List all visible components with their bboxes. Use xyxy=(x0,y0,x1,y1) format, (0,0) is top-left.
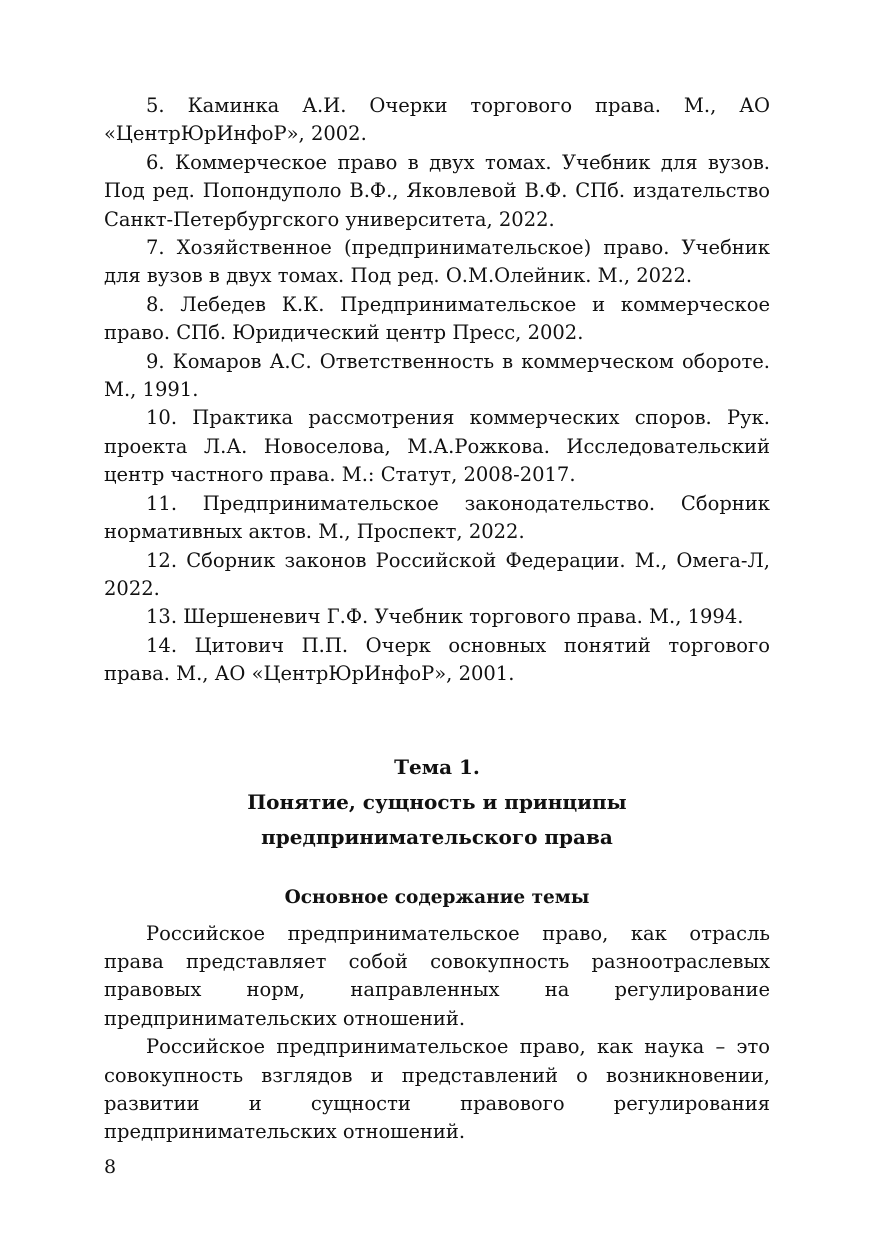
reference-item: 11. Предпринимательское законодательство. Сборник нормативных актов. М., Проспект, 2022. xyxy=(104,491,770,544)
reference-item: 7. Хозяйственное (предпринимательское) право. Учебник для вузов в двух томах. Под ред. О.М.Олейник. М., 2022. xyxy=(104,236,770,288)
section-heading: Основное содержание темы xyxy=(284,886,590,908)
body-paragraph: Российское предпринимательское право, как отрасль права представляет собой совокупность разноотраслевых правовых норм, направленных на регулирование предпринимательских отношений. xyxy=(104,921,770,1030)
page-content xyxy=(104,92,770,1147)
reference-item: 10. Практика рассмотрения коммерческих споров. Рук. проекта Л.А. Новоселова, М.А.Рожкова. Исследовательский центр частного права. М.: Статут, 2008-2017. xyxy=(104,406,770,487)
reference-list xyxy=(104,92,770,689)
topic-title-line-2: предпринимательского права xyxy=(261,824,613,849)
section-body xyxy=(104,920,770,1147)
body-paragraph: Российское предпринимательское право, как наука – это совокупность взглядов и представлений о возникновении, развитии и сущности правового регулирования предпринимательских отношений. xyxy=(104,1035,770,1144)
reference-item: 13. Шершеневич Г.Ф. Учебник торгового права. М., 1994. xyxy=(146,605,744,629)
reference-item: 9. Комаров А.С. Ответственность в коммерческом обороте. М., 1991. xyxy=(104,349,770,402)
topic-title-line-1: Понятие, сущность и принципы xyxy=(247,789,627,814)
reference-item: 5. Каминка А.И. Очерки торгового права. М., АО «ЦентрЮрИнфоР», 2002. xyxy=(104,94,770,146)
reference-item: 14. Цитович П.П. Очерк основных понятий торгового права. М., АО «ЦентрЮрИнфоР», 2001. xyxy=(104,633,770,686)
reference-item: 8. Лебедев К.К. Предпринимательское и коммерческое право. СПб. Юридический центр Пресс, 2002. xyxy=(104,292,770,345)
topic-heading xyxy=(104,750,770,855)
reference-item: 6. Коммерческое право в двух томах. Учебник для вузов. Под ред. Попондуполо В.Ф., Яковлевой В.Ф. СПб. издательство Санкт-Петербургского университета, 2022. xyxy=(104,150,770,231)
topic-number: Тема 1. xyxy=(394,754,480,779)
page-number: 8 xyxy=(104,1156,117,1178)
reference-item: 12. Сборник законов Российской Федерации. М., Омега-Л, 2022. xyxy=(104,548,770,600)
